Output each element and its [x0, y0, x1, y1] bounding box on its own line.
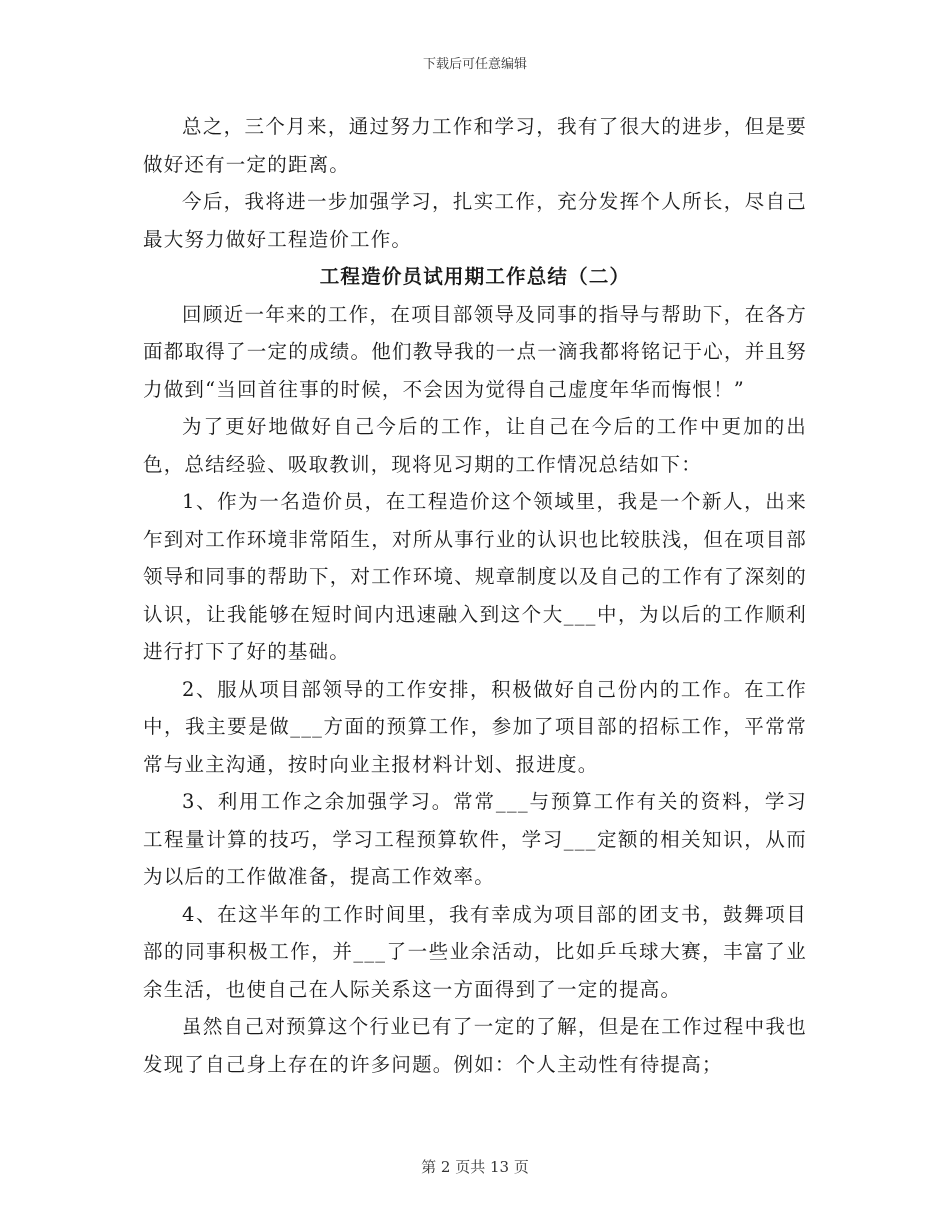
paragraph-review: 回顾近一年来的工作，在项目部领导及同事的指导与帮助下，在各方面都取得了一定的成绩。他们教导我的一点一滴我都将铭记于心，并且努力做到“当回首往事的时候，不会因为觉得自己虚度年华而悔恨！”: [143, 302, 807, 401]
page-header-note: 下载后可任意编辑: [422, 57, 527, 72]
document-body: [143, 108, 807, 1083]
paragraph-item-3: 3、利用工作之余加强学习。常常___与预算工作有关的资料，学习工程量计算的技巧，学习工程预算软件，学习___定额的相关知识，从而为以后的工作做准备，提高工作效率。: [143, 790, 807, 888]
section-title: 工程造价员试用期工作总结（二）: [319, 265, 631, 288]
paragraph-problems: 虽然自己对预算这个行业已有了一定的了解，但是在工作过程中我也发现了自己身上存在的许多问题。例如：个人主动性有待提高；: [143, 1015, 807, 1076]
paragraph-conclusion: 总之，三个月来，通过努力工作和学习，我有了很大的进步，但是要做好还有一定的距离。: [143, 115, 807, 176]
page-number: 第 2 页共 13 页: [421, 1158, 529, 1176]
paragraph-item-1: 1、作为一名造价员，在工程造价这个领域里，我是一个新人，出来乍到对工作环境非常陌生，对所从事行业的认识也比较肤浅，但在项目部领导和同事的帮助下，对工作环境、规章制度以及自己的工作有了深刻的认识，让我能够在短时间内迅速融入到这个大___中，为以后的工作顺利进行打下了好的基础。: [143, 490, 807, 663]
paragraph-intro-summary: 为了更好地做好自己今后的工作，让自己在今后的工作中更加的出色，总结经验、吸取教训，现将见习期的工作情况总结如下：: [143, 415, 807, 476]
paragraph-item-4: 4、在这半年的工作时间里，我有幸成为项目部的团支书，鼓舞项目部的同事积极工作，并___了一些业余活动，比如乒乓球大赛，丰富了业余生活，也使自己在人际关系这一方面得到了一定的提高。: [143, 902, 807, 1001]
paragraph-item-2: 2、服从项目部领导的工作安排，积极做好自己份内的工作。在工作中，我主要是做___方面的预算工作，参加了项目部的招标工作，平常常常与业主沟通，按时向业主报材料计划、报进度。: [143, 677, 807, 776]
paragraph-future-plan: 今后，我将进一步加强学习，扎实工作，充分发挥个人所长，尽自己最大努力做好工程造价工作。: [143, 190, 807, 251]
